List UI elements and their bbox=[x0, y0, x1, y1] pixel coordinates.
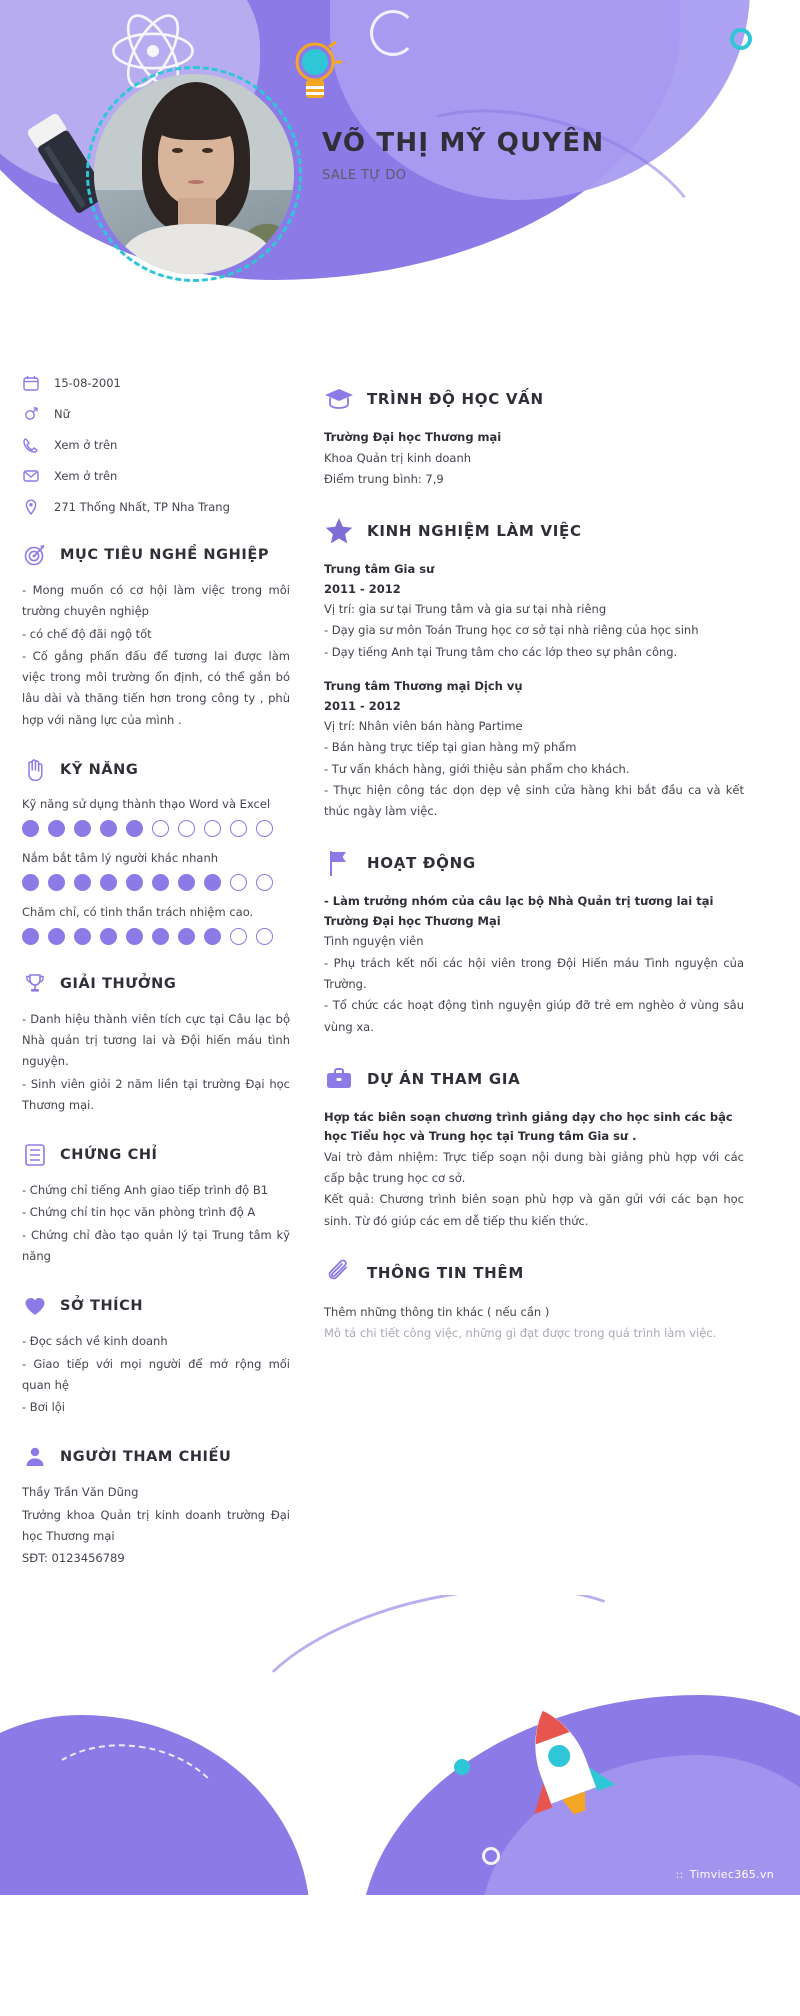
contact-item-address bbox=[22, 498, 290, 516]
activities-line-1: Tình nguyện viên bbox=[324, 934, 424, 949]
section-header bbox=[22, 757, 290, 783]
job-line-1: Vị trí: Nhân viên bán hàng Partime bbox=[324, 719, 523, 734]
section-title: CHỨNG CHỈ bbox=[60, 1147, 158, 1164]
section-title: MỤC TIÊU NGHỀ NGHIỆP bbox=[60, 547, 270, 563]
section-title: HOẠT ĐỘNG bbox=[367, 854, 476, 873]
contact-value: 271 Thống Nhất, TP Nha Trang bbox=[54, 500, 230, 514]
certificate-line-3: - Chứng chỉ đào tạo quản lý tại Trung tâm kỹ năng bbox=[22, 1227, 290, 1263]
section-title: NGƯỜI THAM CHIẾU bbox=[60, 1449, 232, 1466]
section-header bbox=[22, 1444, 290, 1470]
job-line-3: - Dạy tiếng Anh tại Trung tâm cho các lớp theo sự phân công. bbox=[324, 644, 678, 659]
reference-line-2: Trưởng khoa Quản trị kinh doanh trường Đại học Thương mại bbox=[22, 1507, 290, 1543]
section-header bbox=[324, 384, 744, 414]
brand-name: Timviec365.vn bbox=[689, 1868, 774, 1882]
skill-label: Nắm bắt tâm lý người khác nhanh bbox=[22, 850, 219, 865]
job-line-2: - Bán hàng trực tiếp tại gian hàng mỹ phẩm bbox=[324, 740, 577, 755]
cv-header bbox=[0, 0, 800, 352]
left-column bbox=[22, 364, 290, 1569]
contact-item-gender bbox=[22, 405, 290, 423]
job-line-4: - Thực hiện công tác dọn dẹp vệ sinh cửa hàng khi bắt đầu ca và kết thúc ngày làm việc. bbox=[324, 782, 744, 819]
trophy-icon bbox=[22, 971, 48, 997]
activities-headline: - Làm trưởng nhóm của câu lạc bộ Nhà Quản trị tương lai tại Trường Đại học Thương Mại bbox=[324, 894, 714, 928]
person-icon bbox=[22, 1444, 48, 1470]
job-company: Trung tâm Gia sư bbox=[324, 562, 435, 577]
hobby-line-2: - Giao tiếp với mọi người để mở rộng mối quan hệ bbox=[22, 1356, 290, 1392]
section-skills bbox=[22, 757, 290, 945]
skill-label: Kỹ năng sử dụng thành thạo Word và Excel bbox=[22, 796, 271, 811]
job-line-1: Vị trí: gia sư tại Trung tâm và gia sư tại nhà riêng bbox=[324, 602, 607, 617]
section-extra-info bbox=[324, 1258, 744, 1345]
extra-info-line: Thêm những thông tin khác ( nếu cần ) bbox=[324, 1304, 550, 1319]
skill-rating bbox=[22, 928, 290, 945]
section-header bbox=[22, 1142, 290, 1168]
contact-value: 15-08-2001 bbox=[54, 376, 121, 390]
projects-headline: Hợp tác biên soạn chương trình giảng dạy cho học sinh các bậc học Tiểu học và Trung học tại Trung tâm Gia sư . bbox=[324, 1109, 733, 1144]
section-certificates bbox=[22, 1142, 290, 1267]
job-company: Trung tâm Thương mại Dịch vụ bbox=[324, 678, 523, 693]
section-header bbox=[22, 542, 290, 568]
section-activities bbox=[324, 848, 744, 1037]
section-title: GIẢI THƯỞNG bbox=[60, 975, 177, 992]
paperclip-icon bbox=[324, 1258, 354, 1288]
section-career-objective bbox=[22, 542, 290, 731]
section-title: THÔNG TIN THÊM bbox=[367, 1263, 524, 1282]
activities-line-3: - Tổ chức các hoạt động tình nguyện giúp đỡ trẻ em nghèo ở vùng sâu vùng xa. bbox=[324, 998, 744, 1034]
section-title: DỰ ÁN THAM GIA bbox=[367, 1069, 521, 1088]
lightbulb-icon bbox=[288, 40, 342, 112]
heart-icon bbox=[22, 1293, 48, 1319]
section-education bbox=[324, 384, 744, 490]
phone-icon bbox=[22, 436, 40, 454]
right-column bbox=[324, 364, 744, 1569]
award-line-2: - Sinh viên giỏi 2 năm liền tại trường Đại học Thương mại. bbox=[22, 1076, 290, 1112]
email-icon bbox=[22, 467, 40, 485]
skill-rating bbox=[22, 820, 290, 837]
section-title: KINH NGHIỆM LÀM VIỆC bbox=[367, 522, 582, 541]
skill-rating bbox=[22, 874, 290, 891]
gender-icon bbox=[22, 405, 40, 423]
contact-item-birthdate bbox=[22, 374, 290, 392]
objective-line-1: - Mong muốn có cơ hội làm việc trong môi trường chuyên nghiệp bbox=[22, 583, 290, 619]
contact-value: Xem ở trên bbox=[54, 469, 118, 483]
hobby-line-1: - Đọc sách về kinh doanh bbox=[22, 1334, 168, 1349]
job-line-3: - Tư vấn khách hàng, giới thiệu sản phẩm cho khách. bbox=[324, 761, 630, 776]
section-header bbox=[324, 516, 744, 546]
section-title: SỞ THÍCH bbox=[60, 1298, 144, 1315]
projects-line-1: Vai trò đảm nhiệm: Trực tiếp soạn nội dung bài giảng phù hợp với các cấp bậc trung học cơ sở. bbox=[324, 1149, 744, 1186]
target-icon bbox=[22, 542, 48, 568]
section-title: KỸ NĂNG bbox=[60, 761, 139, 778]
star-icon bbox=[324, 516, 354, 546]
section-title: TRÌNH ĐỘ HỌC VẤN bbox=[367, 390, 544, 408]
reference-line-3: SĐT: 0123456789 bbox=[22, 1551, 125, 1566]
section-header bbox=[22, 971, 290, 997]
briefcase-icon bbox=[324, 1064, 354, 1094]
avatar bbox=[94, 74, 294, 274]
section-header bbox=[22, 1293, 290, 1319]
hobby-line-3: - Bơi lội bbox=[22, 1400, 66, 1415]
contact-value: Nữ bbox=[54, 407, 70, 421]
rocket-icon bbox=[500, 1697, 630, 1847]
section-experience bbox=[324, 516, 744, 822]
graduation-cap-icon bbox=[324, 384, 354, 414]
location-icon bbox=[22, 498, 40, 516]
brand-footer bbox=[676, 1868, 774, 1881]
brand-mark-icon: :: bbox=[675, 1868, 684, 1882]
contact-list bbox=[22, 374, 290, 516]
cv-footer bbox=[0, 1595, 800, 1895]
education-line-1: Khoa Quản trị kinh doanh bbox=[324, 450, 472, 465]
experience-job bbox=[324, 677, 744, 822]
certificate-line-2: - Chứng chỉ tin học văn phòng trình độ A bbox=[22, 1205, 256, 1220]
experience-job bbox=[324, 560, 744, 663]
calendar-icon bbox=[22, 374, 40, 392]
job-title: SALE TỰ DO bbox=[322, 168, 407, 183]
education-school: Trường Đại học Thương mại bbox=[324, 430, 502, 444]
skill-label: Chăm chỉ, có tinh thần trách nhiệm cao. bbox=[22, 904, 254, 919]
job-line-2: - Dạy gia sư môn Toán Trung học cơ sở tại nhà riêng của học sinh bbox=[324, 623, 699, 638]
contact-item-phone bbox=[22, 436, 290, 454]
teal-circle-icon bbox=[730, 28, 752, 50]
reference-line-1: Thầy Trần Văn Dũng bbox=[22, 1485, 139, 1500]
certificate-line-1: - Chứng chỉ tiếng Anh giao tiếp trình độ B1 bbox=[22, 1183, 269, 1198]
section-header bbox=[324, 848, 744, 878]
activities-line-2: - Phụ trách kết nối các hội viên trong Đội Hiến máu Tình nguyện của Trường. bbox=[324, 955, 744, 992]
flag-icon bbox=[324, 848, 354, 878]
section-header bbox=[324, 1064, 744, 1094]
award-line-1: - Danh hiệu thành viên tích cực tại Câu lạc bộ Nhà quản trị tương lai và Đội hiến máu tình nguyện. bbox=[22, 1011, 290, 1069]
hand-icon bbox=[22, 757, 48, 783]
job-period: 2011 - 2012 bbox=[324, 698, 401, 713]
cv-body bbox=[0, 352, 800, 1569]
extra-info-placeholder[interactable]: Mô tả chi tiết công việc, những gì đạt được trong quá trình làm việc. bbox=[324, 1326, 717, 1341]
name-block bbox=[322, 128, 604, 183]
candidate-name: VÕ THỊ MỸ QUYÊN bbox=[322, 128, 605, 158]
header-spiral-decoration bbox=[370, 10, 416, 56]
objective-line-2: - có chế độ đãi ngộ tốt bbox=[22, 626, 152, 641]
section-projects bbox=[324, 1064, 744, 1232]
section-reference bbox=[22, 1444, 290, 1569]
objective-line-3: - Cố gắng phấn đấu để tương lai được làm việc trong môi trường ổn định, có thể gắn bó lâu dài và thăng tiến hơn trong công ty , phù hợp với năng lực của mình . bbox=[22, 648, 290, 727]
projects-line-2: Kết quả: Chương trình biên soạn phù hợp và găn gửi với các bạn học sinh. Từ đó giúp các em dễ tiếp thu kiến thức. bbox=[324, 1192, 744, 1228]
education-line-2: Điểm trung bình: 7,9 bbox=[324, 471, 444, 486]
section-awards bbox=[22, 971, 290, 1116]
section-header bbox=[324, 1258, 744, 1288]
avatar-photo bbox=[94, 74, 294, 274]
contact-value: Xem ở trên bbox=[54, 438, 118, 452]
section-hobbies bbox=[22, 1293, 290, 1418]
job-period: 2011 - 2012 bbox=[324, 581, 401, 596]
certificate-icon bbox=[22, 1142, 48, 1168]
contact-item-email bbox=[22, 467, 290, 485]
